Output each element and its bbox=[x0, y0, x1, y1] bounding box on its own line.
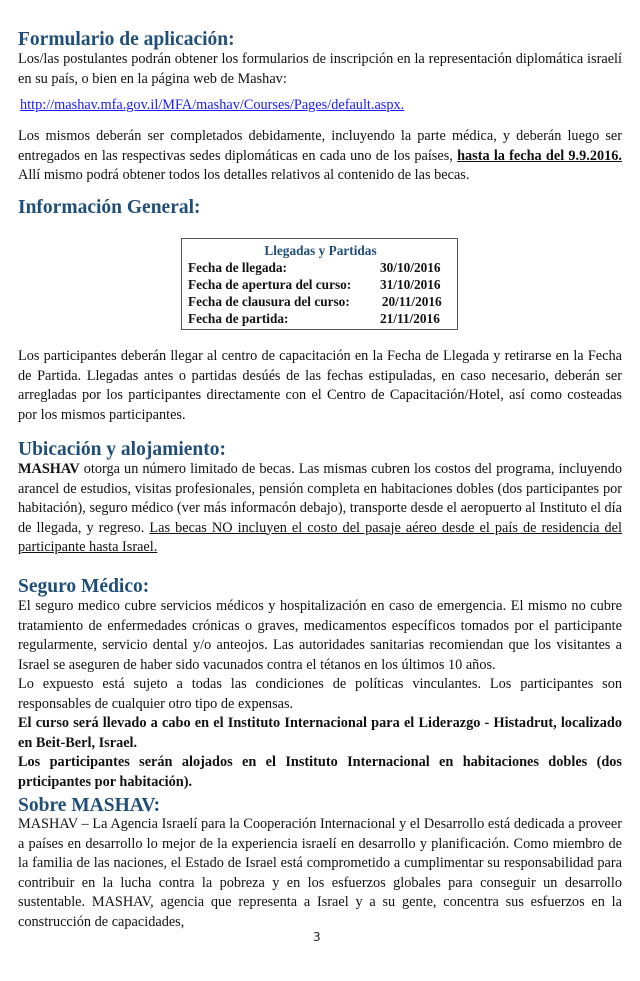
formulario-paragraph-2 bbox=[18, 127, 622, 186]
row-label: Fecha de clausura del curso: bbox=[188, 294, 350, 309]
heading-ubicacion: Ubicación y alojamiento: bbox=[18, 439, 226, 460]
seguro-paragraph-3: El curso será llevado a cabo en el Instituto Internacional para el Liderazgo - Histadrut, localizado en Beit-Berl, Israel. bbox=[18, 715, 622, 751]
table-row bbox=[188, 259, 457, 276]
seguro-paragraph-1: El seguro medico cubre servicios médicos y hospitalización en caso de emergencia. El mismo no cubre tratamiento de enfermedades crónicas o graves, medicamentos específicos tomados por el participante regularmente, servicio dental y/o anteojos. Las autoridades sanitarias recomiendan que los visitantes a Israel se aseguren de haber sido vacunados contra el tétanos en los últimos 10 años. bbox=[18, 598, 622, 673]
table-row bbox=[188, 293, 457, 310]
dates-table bbox=[181, 238, 458, 330]
ubicacion-body: otorga un número limitado de becas. Las mismas cubren los costos del programa, incluyendo arancel de estudios, visitas profesionales, pensión completa en habitaciones dobles (dos participantes por habitación), seguro médico (ver más informacón debajo), transporte desde el aeropuerto al Instituto el día de llegada, y regreso. bbox=[18, 461, 622, 536]
heading-formulario: Formulario de aplicación: bbox=[18, 29, 235, 50]
informacion-paragraph: Los participantes deberán llegar al centro de capacitación en la Fecha de Llegada y retirarse en la Fecha de Partida. Llegadas antes o partidas desúés de las fechas estipuladas, en caso necesario, deberán ser arregladas por los participantes directamente con el Centro de Capacitación/Hotel, así como costeadas por los mismos participantes. bbox=[18, 348, 622, 423]
row-value: 20/11/2016 bbox=[381, 294, 442, 309]
heading-informacion-general: Información General: bbox=[18, 197, 201, 218]
row-label: Fecha de partida: bbox=[188, 311, 289, 326]
row-value: 31/10/2016 bbox=[380, 277, 441, 292]
row-label: Fecha de apertura del curso: bbox=[188, 277, 352, 292]
deadline-text: hasta la fecha del 9.9.2016. bbox=[457, 147, 622, 164]
mashav-lead: MASHAV bbox=[18, 461, 80, 477]
table-row bbox=[188, 276, 457, 293]
ubicacion-underlined: Las becas NO incluyen el costo del pasaje aéreo desde el país de residencia del participante hasta Israel. bbox=[18, 519, 622, 555]
formulario-p2-text: Los mismos deberán ser completados debidamente, incluyendo la parte médica, y deberán luego ser entregados en las respectivas sedes diplomáticas en cada uno de los países, bbox=[18, 128, 622, 164]
seguro-paragraph-2: Lo expuesto está sujeto a todas las condiciones de políticas vinculantes. Los participantes son responsables de cualquier otro tipo de expensas. bbox=[18, 676, 622, 712]
seguro-paragraph-4: Los participantes serán alojados en el Instituto Internacional en habitaciones dobles (dos prticipantes por habitación). bbox=[18, 754, 622, 790]
dates-table-title: Llegadas y Partidas bbox=[264, 243, 377, 258]
table-row bbox=[188, 310, 457, 327]
heading-seguro-medico: Seguro Médico: bbox=[18, 576, 150, 597]
sobre-paragraph: MASHAV – La Agencia Israelí para la Cooperación Internacional y el Desarrollo está dedicada a proveer a países en desarrollo lo mejor de la experiencia israelí en desarrollo y planificación. Como miembro de la familia de las naciones, el Estado de Israel está comprometido a cumplimentar su responsabilidad para contribuir en la lucha contra la pobreza y en los esfuerzos globales para conseguir un desarrollo sustentable. MASHAV, agencia que representa a Israel y a su gente, concentra sus esfuerzos en la construcción de capacidades, bbox=[18, 816, 622, 930]
row-value: 30/10/2016 bbox=[380, 260, 441, 275]
mashav-courses-link[interactable]: http://mashav.mfa.gov.il/MFA/mashav/Courses/Pages/default.aspx. bbox=[20, 97, 405, 113]
row-value: 21/11/2016 bbox=[380, 311, 440, 326]
formulario-p2-after: Allí mismo podrá obtener todos los detalles relativos al contenido de las becas. bbox=[18, 167, 470, 183]
page-number: 3 bbox=[313, 930, 321, 944]
formulario-paragraph-1: Los/las postulantes podrán obtener los formularios de inscripción en la representación diplomática israelí en su país, o bien en la página web de Mashav: bbox=[18, 51, 622, 87]
row-label: Fecha de llegada: bbox=[188, 260, 287, 275]
ubicacion-paragraph bbox=[18, 460, 622, 558]
formulario-link-line bbox=[20, 96, 624, 116]
heading-sobre-mashav: Sobre MASHAV: bbox=[18, 795, 161, 816]
